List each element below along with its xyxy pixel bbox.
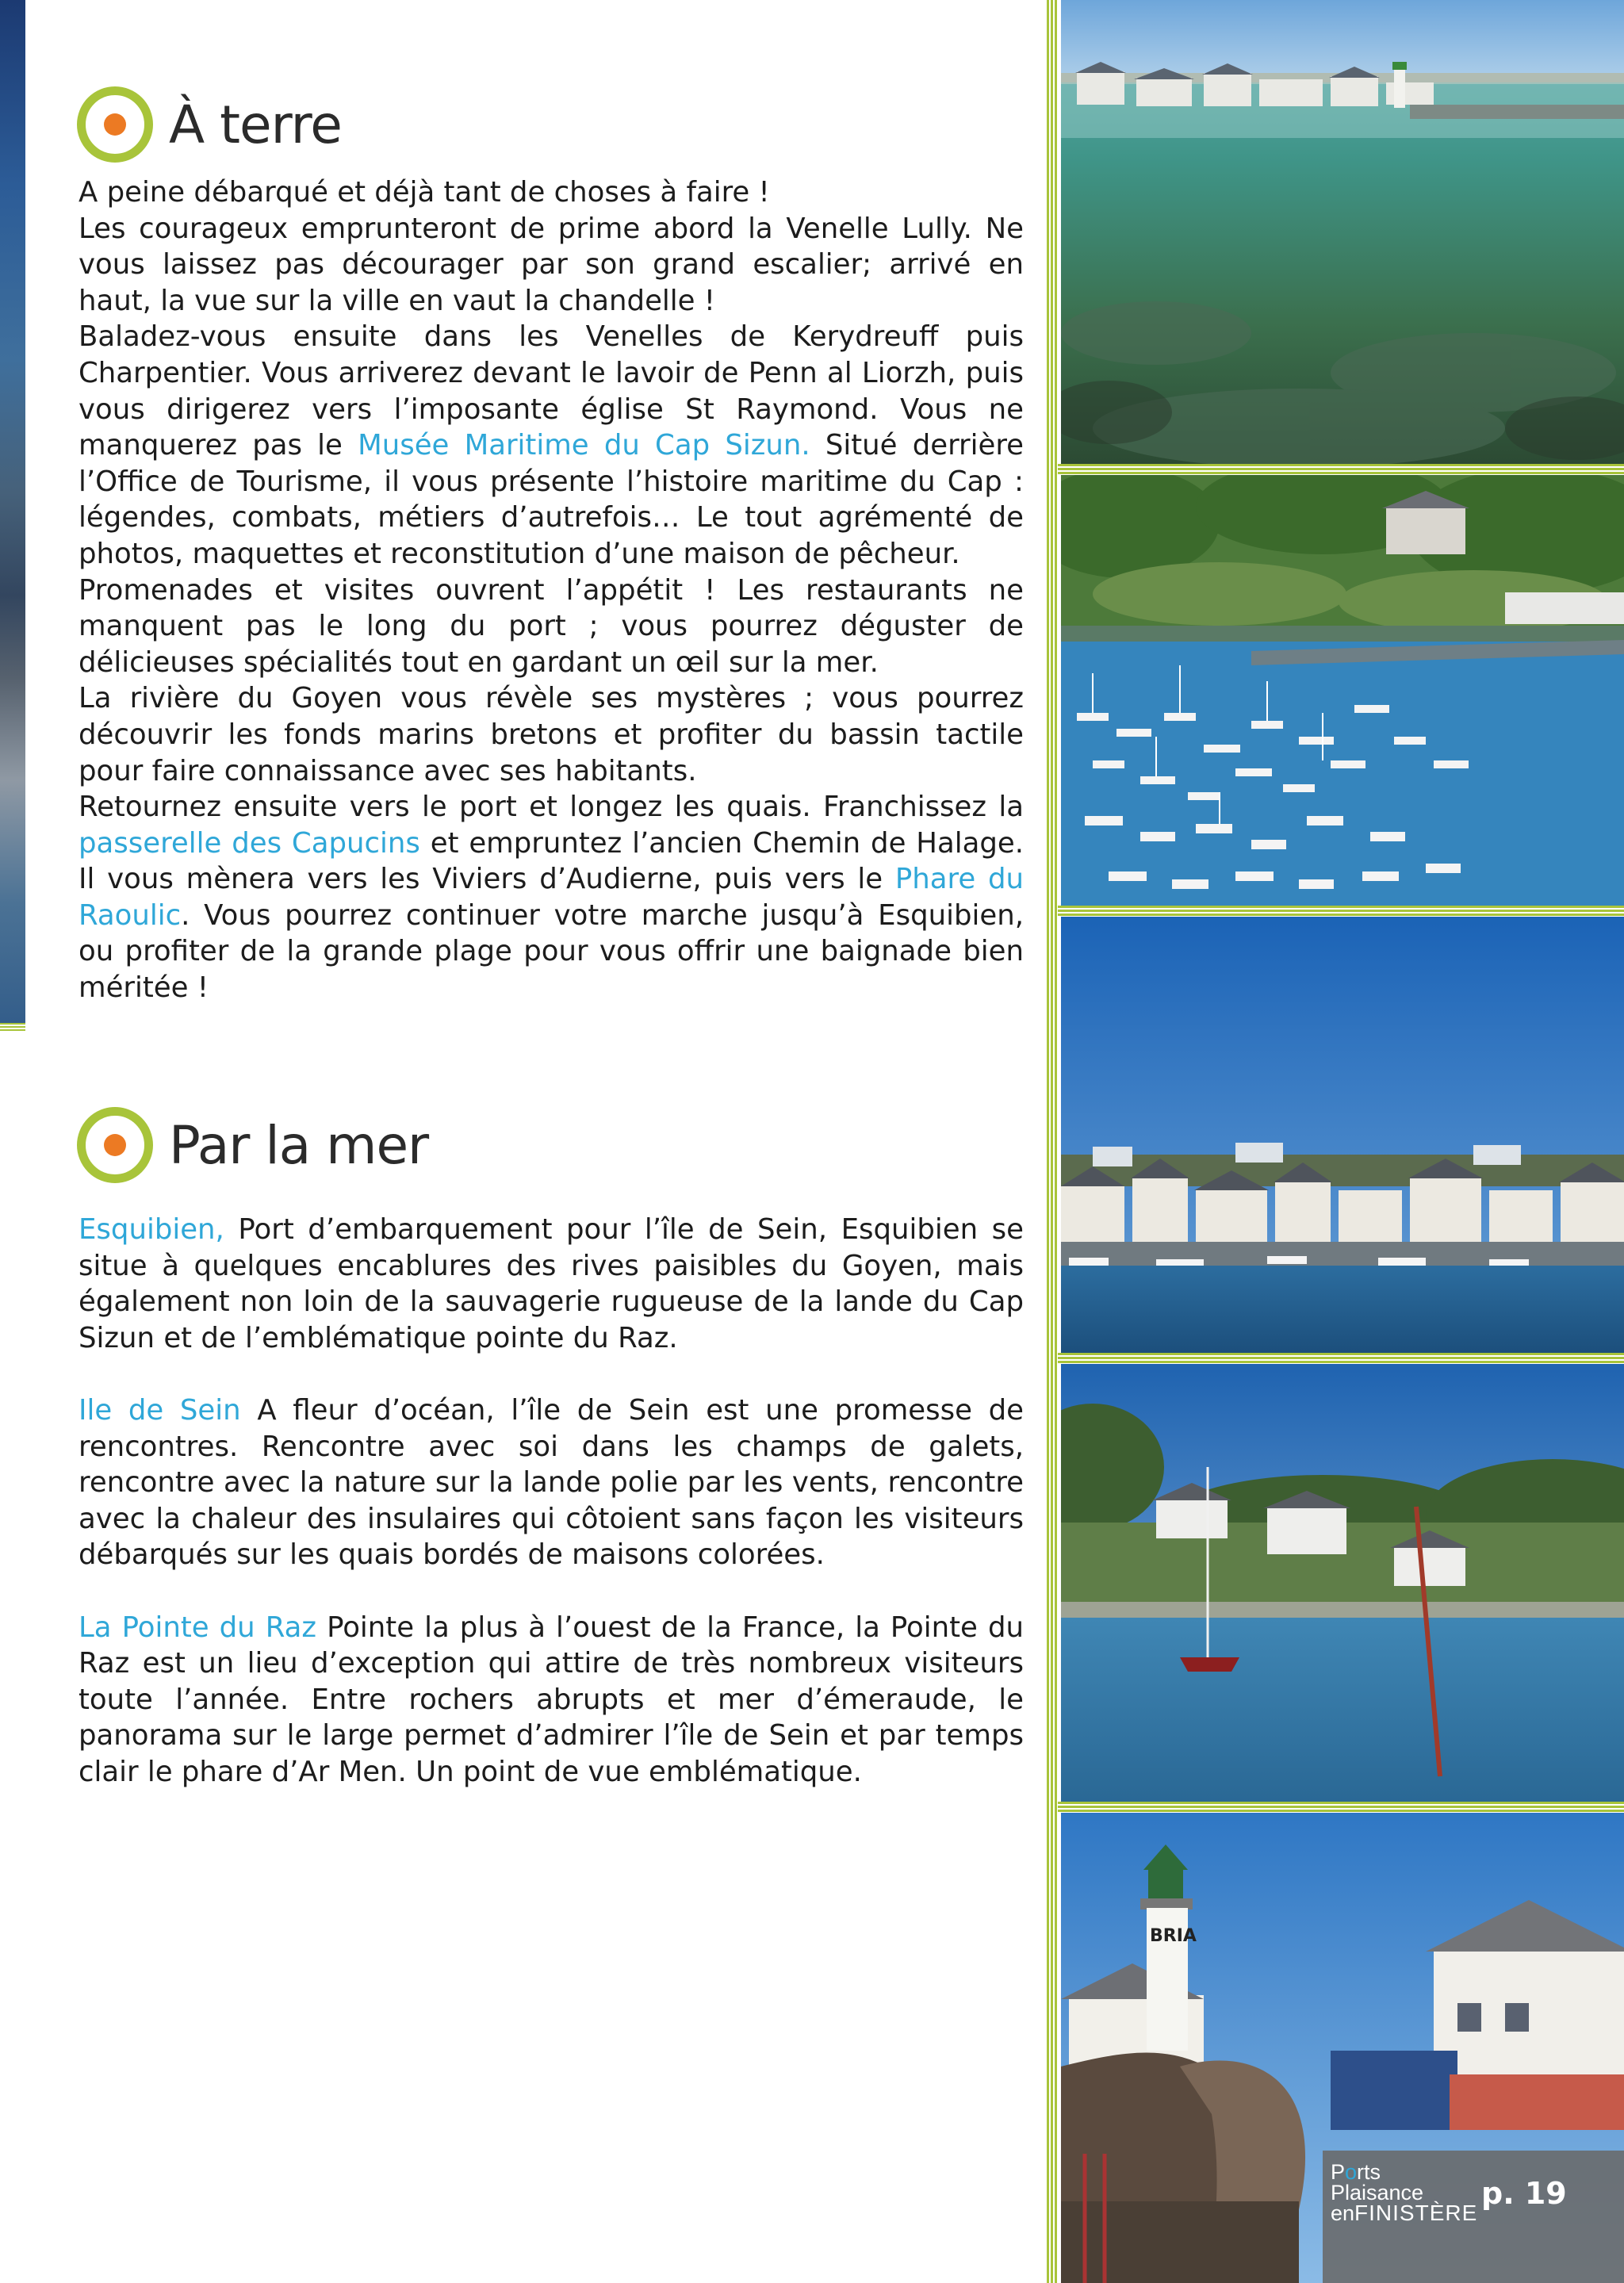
adjacent-page-divider (0, 1023, 25, 1032)
paragraph-text: Port d’embarquement pour l’île de Sein, Esquibien se situe à quelques encablures des rives paisibles du Goyen, mais également non loin de la sauvagerie rugueuse de la lande du Cap Sizun et de l’emblématique pointe du Raz. (79, 1213, 1024, 1354)
paragraph-text: La rivière du Goyen vous révèle ses mystères ; vous pourrez découvrir les fonds marins bretons et profiter du bassin tactile pour faire connaissance avec ses habitants. (79, 682, 1024, 787)
section-body-land (79, 174, 1024, 1006)
paragraph-text: Promenades et visites ouvrent l’appétit ! Les restaurants ne manquent pas le long du port ; vous pourrez déguster de délicieuses spécialités tout en gardant un œil sur la mer. (79, 573, 1024, 679)
paragraph-text: Les courageux emprunteront de prime abord la Venelle Lully. Ne vous laissez pas décourager par son grand escalier; arrivé en haut, la vue sur la ville en vaut la chandelle ! (79, 212, 1024, 317)
highlighted-place-name: Phare du Raoulic (79, 863, 1025, 932)
section-heading-sea (77, 1098, 428, 1192)
paragraph-text: A peine débarqué et déjà tant de choses à faire ! (79, 176, 770, 209)
paragraph (79, 319, 1024, 572)
page-number: p. 19 (1481, 2176, 1567, 2211)
paragraph (79, 211, 1024, 320)
paragraph-text: . Vous pourrez continuer votre marche jusqu’à Esquibien, ou profiter de la grande plage pour vous offrir une baignade bien méritée ! (79, 898, 1024, 1005)
photo-separator (1058, 906, 1624, 917)
highlighted-place-name: Musée Maritime du Cap Sizun. (358, 429, 810, 462)
section-body-sea (79, 1212, 1024, 1791)
photo-harbour-town (1061, 917, 1624, 1353)
photo-coastal-village (1061, 0, 1624, 464)
paragraph (79, 680, 1024, 789)
photo-separator (1058, 464, 1624, 475)
photo-separator (1058, 1353, 1624, 1364)
paragraph (79, 1610, 1024, 1791)
paragraph (79, 1392, 1024, 1573)
paragraph (79, 573, 1024, 681)
svg-text:BRIA: BRIA (1150, 1926, 1197, 1946)
section-heading-land (77, 78, 342, 171)
section-title-sea: Par la mer (169, 1114, 429, 1176)
paragraph (79, 174, 1024, 211)
highlighted-place-name: Ile de Sein (79, 1393, 241, 1427)
ports-plaisance-finistere-logo: Ports Plaisance enFINISTÈRE (1331, 2160, 1478, 2225)
highlighted-place-name: passerelle des Capucins (79, 826, 420, 860)
highlighted-place-name: La Pointe du Raz (79, 1611, 317, 1644)
page-footer-badge (1323, 2151, 1624, 2283)
paragraph-text: A fleur d’océan, l’île de Sein est une promesse de rencontres. Rencontre avec soi dans les champs de galets, rencontre avec la nature sur la lande polie par les vents, rencontre avec la chaleur des insulaires qui côtoient sans façon les visiteurs débarqués sur les quais bordés de maisons colorées. (79, 1393, 1025, 1572)
photo-marina (1061, 475, 1624, 906)
highlighted-place-name: Esquibien, (79, 1213, 224, 1246)
section-title-land: À terre (169, 94, 342, 155)
photo-column (1058, 0, 1624, 2283)
adjacent-page-photo-strip (0, 0, 25, 1027)
paragraph-text: et empruntez l’ancien Chemin de Halage. Il vous mènera vers les Viviers d’Audierne, puis vers le (79, 826, 1024, 896)
paragraph (79, 1212, 1024, 1356)
paragraph (79, 789, 1024, 1006)
paragraph-text: Situé derrière l’Office de Tourisme, il vous présente l’histoire maritime du Cap : légendes, combats, métiers d’autrefois… Le tout agrémenté de photos, maquettes et reconstitution d’une maison de pêcheur. (79, 429, 1024, 570)
photo-estuary-sailboat (1061, 1364, 1624, 1802)
paragraph-text: Baladez-vous ensuite dans les Venelles de Kerydreuff puis Charpentier. Vous arriverez devant le lavoir de Penn al Liorzh, puis vous dirigerez vers l’imposante église St Raymond. Vous ne manquerez pas le (79, 320, 1024, 462)
bullet-ring-icon (77, 1107, 153, 1183)
column-divider (1047, 0, 1058, 2283)
paragraph-text: Pointe la plus à l’ouest de la France, la Pointe du Raz est un lieu d’exception qui attire de très nombreux visiteurs toute l’année. Entre rochers abrupts et mer d’émeraude, le panorama sur le large permet d’admirer l’île de Sein et par temps clair le phare d’Ar Men. Un point de vue emblématique. (79, 1611, 1024, 1788)
paragraph-text: Retournez ensuite vers le port et longez les quais. Franchissez la (79, 791, 1024, 824)
photo-separator (1058, 1802, 1624, 1813)
bullet-ring-icon (77, 86, 153, 163)
